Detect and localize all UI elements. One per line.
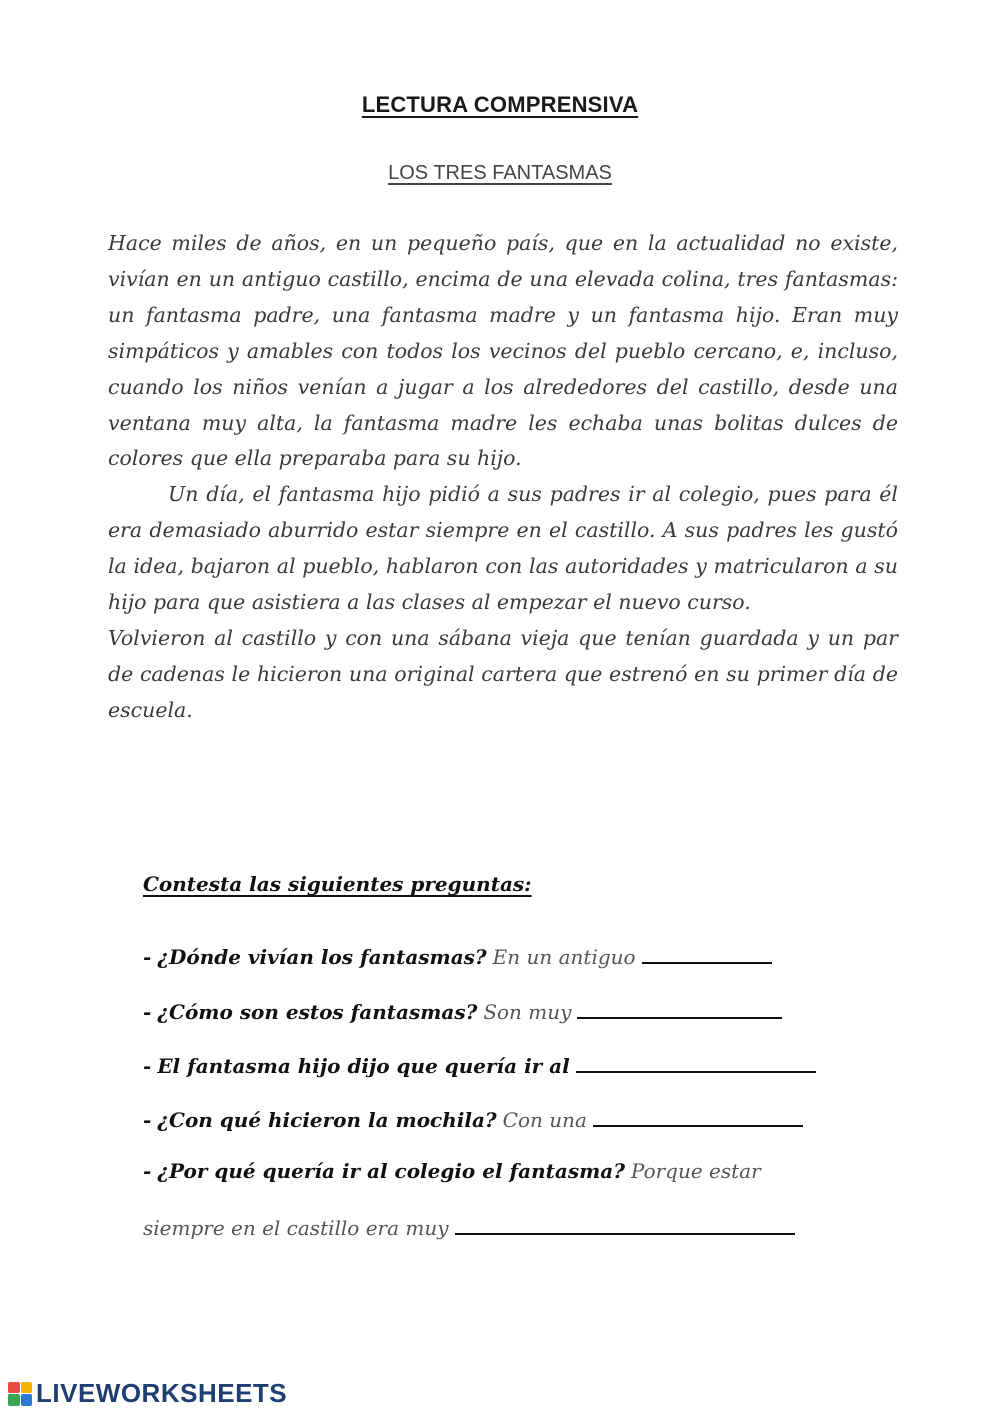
question-text: ¿Dónde vivían los fantasmas?: [157, 945, 487, 969]
question-dash: -: [143, 1000, 152, 1024]
answer-blank-3[interactable]: [576, 1053, 816, 1073]
question-dash: -: [143, 1108, 152, 1132]
answer-hint: Con una: [502, 1108, 587, 1132]
logo-square-icon: [8, 1382, 20, 1394]
question-text: El fantasma hijo dijo que quería ir al: [157, 1054, 570, 1078]
story-paragraph: Un día, el fantasma hijo pidió a sus padres ir al colegio, pues para él era demasiado aburrido estar siempre en el castillo. A sus padres les gustó la idea, bajaron al pueblo, hablaron con las autoridades y matricularon a su hijo para que asistiera a las clases al empezar el nuevo curso.: [108, 482, 898, 615]
question-5-continued: [143, 1215, 843, 1240]
answer-blank-2[interactable]: [577, 999, 782, 1019]
logo-square-icon: [21, 1394, 33, 1406]
questions-heading: Contesta las siguientes preguntas:: [143, 872, 532, 896]
answer-hint: Son muy: [483, 1000, 572, 1024]
answer-blank-4[interactable]: [593, 1107, 803, 1127]
brand-logo-icon: [8, 1382, 32, 1406]
question-1: [143, 944, 843, 969]
question-text: ¿Cómo son estos fantasmas?: [157, 1000, 478, 1024]
question-dash: -: [143, 945, 152, 969]
question-dash: -: [143, 1054, 152, 1078]
question-4: [143, 1107, 843, 1132]
liveworksheets-logo[interactable]: [8, 1378, 287, 1409]
brand-name: LIVEWORKSHEETS: [36, 1378, 288, 1408]
story-paragraph: Hace miles de años, en un pequeño país, que en la actualidad no existe, vivían en un antiguo castillo, encima de una elevada colina, tres fantasmas: un fantasma padre, una fantasma madre y un fantasma hijo. Eran muy simpáticos y amables con todos los vecinos del pueblo cercano, e, incluso, cuando los niños venían a jugar a los alrededores del castillo, desde una ventana muy alta, la fantasma madre les echaba unas bolitas dulces de colores que ella preparaba para su hijo.: [108, 231, 898, 471]
answer-blank-1[interactable]: [642, 944, 772, 964]
question-text: ¿Por qué quería ir al colegio el fantasma?: [157, 1159, 625, 1183]
question-2: [143, 999, 843, 1024]
answer-blank-5[interactable]: [455, 1215, 795, 1235]
question-3: [143, 1053, 843, 1078]
story-title: LOS TRES FANTASMAS: [388, 162, 612, 184]
question-text: ¿Con qué hicieron la mochila?: [157, 1108, 497, 1132]
logo-square-icon: [8, 1394, 20, 1406]
question-5: [143, 1159, 843, 1183]
logo-square-icon: [21, 1382, 33, 1394]
answer-hint-continued: siempre en el castillo era muy: [143, 1216, 449, 1240]
answer-hint: En un antiguo: [492, 945, 636, 969]
page-title: LECTURA COMPRENSIVA: [361, 92, 639, 117]
story-text: [108, 226, 898, 729]
question-dash: -: [143, 1159, 152, 1183]
answer-hint: Porque estar: [630, 1159, 761, 1183]
story-paragraph: Volvieron al castillo y con una sábana vieja que tenían guardada y un par de cadenas le hicieron una original cartera que estrenó en su primer día de escuela.: [108, 625, 898, 722]
